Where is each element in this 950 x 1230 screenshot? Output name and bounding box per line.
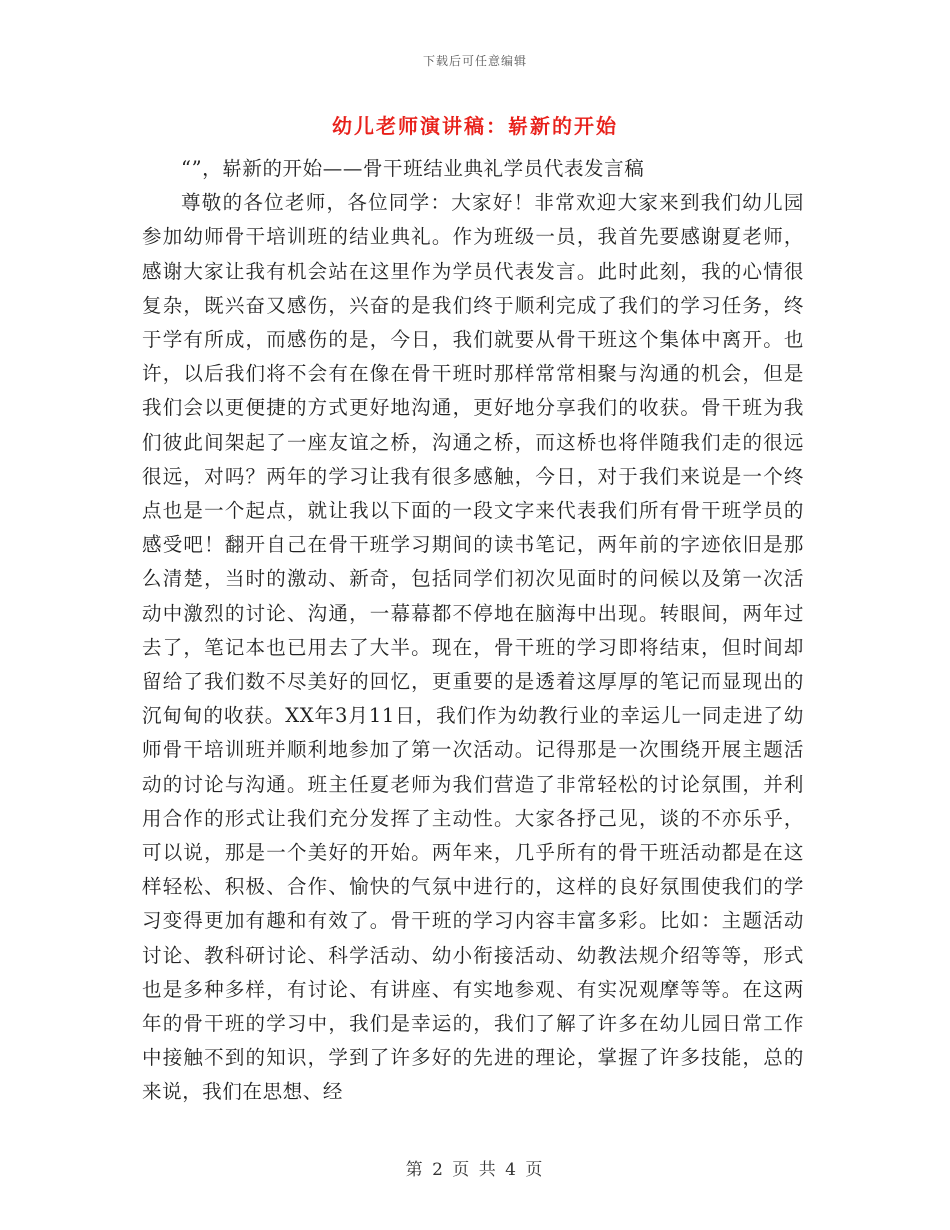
page-number-footer: 第 2 页 共 4 页 [405,1160,545,1180]
speech-paragraph: 尊敬的各位老师，各位同学：大家好！非常欢迎大家来到我们幼儿园参加幼师骨干培训班的结业典礼。作为班级一员，我首先要感谢夏老师，感谢大家让我有机会站在这里作为学员代表发言。此时此刻，我的心情很复杂，既兴奋又感伤，兴奋的是我们终于顺利完成了我们的学习任务，终于学有所成，而感伤的是，今日，我们就要从骨干班这个集体中离开。也许，以后我们将不会有在像在骨干班时那样常常相聚与沟通的机会，但是我们会以更便捷的方式更好地沟通，更好地分享我们的收获。骨干班为我们彼此间架起了一座友谊之桥，沟通之桥，而这桥也将伴随我们走的很远很远，对吗？两年的学习让我有很多感触，今日，对于我们来说是一个终点也是一个起点，就让我以下面的一段文字来代表我们所有骨干班学员的感受吧！翻开自己在骨干班学习期间的读书笔记，两年前的字迹依旧是那么清楚，当时的激动、新奇，包括同学们初次见面时的问候以及第一次活动中激烈的讨论、沟通，一幕幕都不停地在脑海中出现。转眼间，两年过去了，笔记本也已用去了大半。现在，骨干班的学习即将结束，但时间却留给了我们数不尽美好的回忆，更重要的是透着这厚厚的笔记而显现出的沉甸甸的收获。XX年3月11日，我们作为幼教行业的幸运儿一同走进了幼师骨干培训班并顺利地参加了第一次活动。记得那是一次围绕开展主题活动的讨论与沟通。班主任夏老师为我们营造了非常轻松的讨论氛围，并利用合作的形式让我们充分发挥了主动性。大家各抒己见，谈的不亦乐乎，可以说，那是一个美好的开始。两年来，几乎所有的骨干班活动都是在这样轻松、积极、合作、愉快的气氛中进行的，这样的良好氛围使我们的学习变得更加有趣和有效了。骨干班的学习内容丰富多彩。比如：主题活动讨论、教科研讨论、科学活动、幼小衔接活动、幼教法规介绍等等，形式也是多种多样，有讨论、有讲座、有实地参观、有实况观摩等等。在这两年的骨干班的学习中，我们是幸运的，我们了解了许多在幼儿园日常工作中接触不到的知识，学到了许多好的先进的理论，掌握了许多技能，总的来说，我们在思想、经 [142,191,804,1104]
header-note: 下载后可任意编辑 [422,54,527,68]
subtitle-paragraph: “”，崭新的开始——骨干班结业典礼学员代表发言稿 [181,157,645,180]
document-title: 幼儿老师演讲稿：崭新的开始 [332,114,618,138]
document-body [142,152,804,1110]
